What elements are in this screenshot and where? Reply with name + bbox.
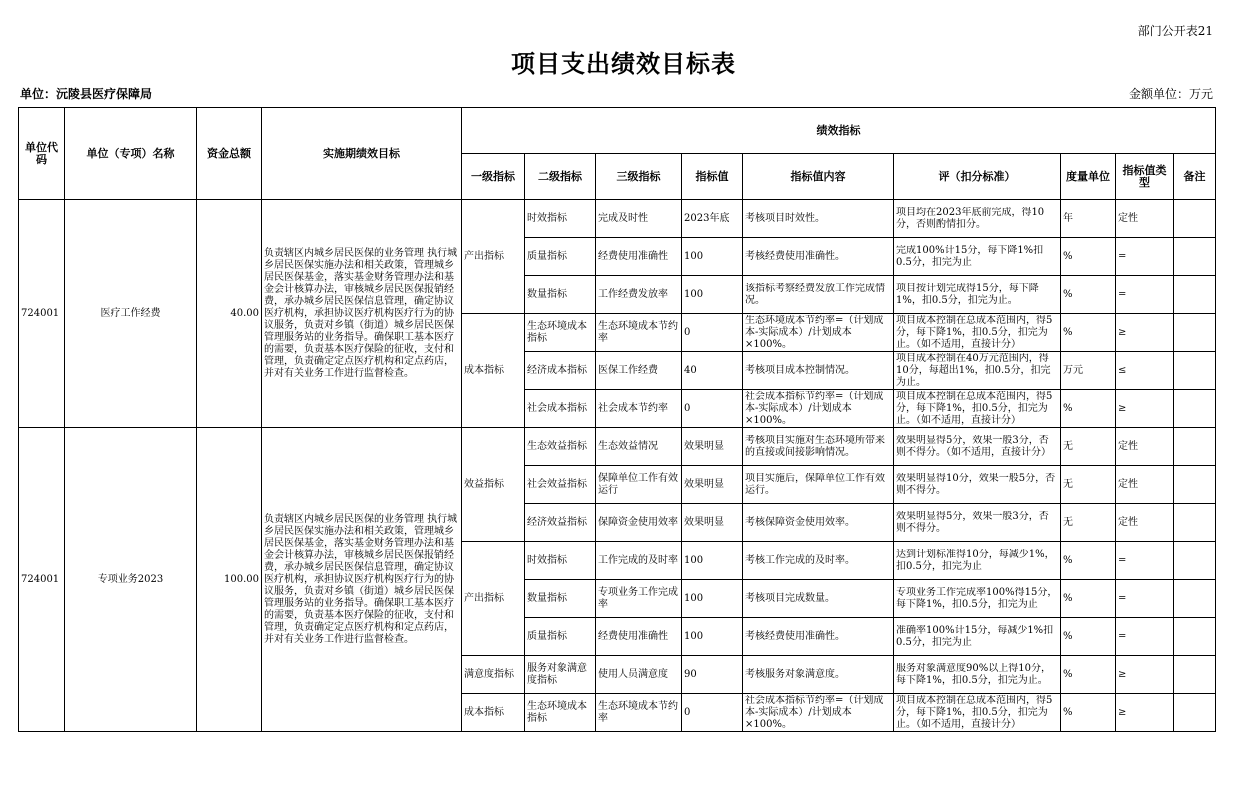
total-funds: 40.00 [197,200,262,428]
level2-indicator: 质量指标 [525,238,596,276]
level2-indicator: 生态环境成本指标 [525,314,596,352]
col-score: 评（扣分标准） [894,154,1061,200]
value-type: ≥ [1116,656,1174,694]
level1-indicator: 成本指标 [462,694,525,732]
value-type: = [1116,238,1174,276]
indicator-content: 考核工作完成的及时率。 [743,542,894,580]
value-type: ≥ [1116,314,1174,352]
indicator-content: 考核经费使用准确性。 [743,238,894,276]
value-type: = [1116,276,1174,314]
value-type: 定性 [1116,200,1174,238]
col-target: 实施期绩效目标 [262,108,462,200]
unit-name: 专项业务2023 [65,428,197,732]
level1-indicator: 产出指标 [462,542,525,656]
level2-indicator: 时效指标 [525,200,596,238]
remark [1174,238,1216,276]
indicator-content: 该指标考察经费发放工作完成情况。 [743,276,894,314]
measure-unit: % [1061,618,1116,656]
measure-unit: % [1061,580,1116,618]
col-unit-name: 单位（专项）名称 [65,108,197,200]
indicator-content: 生态环境成本节约率=（计划成本-实际成本）/计划成本×100%。 [743,314,894,352]
indicator-content: 考核项目完成数量。 [743,580,894,618]
measure-unit: 无 [1061,428,1116,466]
level3-indicator: 工作完成的及时率 [596,542,682,580]
score-standard: 专项业务工作完成率100%得15分，每下降1%，扣0.5分，扣完为止 [894,580,1061,618]
remark [1174,694,1216,732]
target-text: 负责辖区内城乡居民医保的业务管理 执行城乡居民医保实施办法和相关政策，管理城乡居民医保基金，落实基金财务管理办法和基金会计核算办法，审核城乡居民医保报销经费，承办城乡居民医保信息管理，确定协议医疗机构，承担协议医疗机构医疗行为的协议服务，负责对乡镇（街道）城乡居民医保管理服务站的业务指导。确保职工基本医疗的需要，负责基本医疗保险的征收，支付和管理，负责确定定点医疗机构和定点药店，并对有关业务工作进行监督检查。 [262,200,462,428]
remark [1174,390,1216,428]
level1-indicator: 效益指标 [462,428,525,542]
level2-indicator: 生态效益指标 [525,428,596,466]
unit-label: 单位：沅陵县医疗保障局 [20,87,153,101]
indicator-content: 考核项目成本控制情况。 [743,352,894,390]
total-funds: 100.00 [197,428,262,732]
level3-indicator: 医保工作经费 [596,352,682,390]
level2-indicator: 数量指标 [525,276,596,314]
header-row [19,108,1216,154]
level2-indicator: 生态环境成本指标 [525,694,596,732]
indicator-value: 100 [682,238,743,276]
score-standard: 达到计划标准得10分，每减少1%，扣0.5分，扣完为止 [894,542,1061,580]
level2-indicator: 经济效益指标 [525,504,596,542]
indicator-value: 效果明显 [682,466,743,504]
indicator-content: 考核保障资金使用效率。 [743,504,894,542]
level3-indicator: 经费使用准确性 [596,618,682,656]
indicator-value: 100 [682,542,743,580]
indicator-content: 社会成本指标节约率=（计划成本-实际成本）/计划成本×100%。 [743,694,894,732]
value-type: 定性 [1116,466,1174,504]
money-unit-label: 金额单位：万元 [1128,87,1213,101]
level2-indicator: 经济成本指标 [525,352,596,390]
level1-indicator: 满意度指标 [462,656,525,694]
level2-indicator: 时效指标 [525,542,596,580]
indicator-value: 效果明显 [682,428,743,466]
remark [1174,580,1216,618]
indicator-value: 100 [682,276,743,314]
measure-unit: % [1061,238,1116,276]
measure-unit: % [1061,656,1116,694]
indicator-value: 40 [682,352,743,390]
value-type: ≥ [1116,390,1174,428]
score-standard: 效果明显得5分，效果一般3分，否则不得分。 [894,504,1061,542]
measure-unit: % [1061,390,1116,428]
level2-indicator: 社会效益指标 [525,466,596,504]
value-type: 定性 [1116,428,1174,466]
indicator-value: 100 [682,580,743,618]
value-type: = [1116,542,1174,580]
remark [1174,314,1216,352]
value-type: ≤ [1116,352,1174,390]
measure-unit: 无 [1061,466,1116,504]
score-standard: 项目成本控制在40万元范围内，得10分，每超出1%，扣0.5分，扣完为止。 [894,352,1061,390]
measure-unit: 无 [1061,504,1116,542]
remark [1174,504,1216,542]
indicator-content: 社会成本指标节约率=（计划成本-实际成本）/计划成本×100%。 [743,390,894,428]
measure-unit: 万元 [1061,352,1116,390]
level3-indicator: 保障单位工作有效运行 [596,466,682,504]
level3-indicator: 生态环境成本节约率 [596,314,682,352]
col-level1: 一级指标 [462,154,525,200]
remark [1174,656,1216,694]
value-type: 定性 [1116,504,1174,542]
score-standard: 项目成本控制在总成本范围内，得5分，每下降1%，扣0.5分，扣完为止。（如不适用，直接计分） [894,314,1061,352]
col-content: 指标值内容 [743,154,894,200]
value-type: = [1116,618,1174,656]
level3-indicator: 保障资金使用效率 [596,504,682,542]
remark [1174,428,1216,466]
level2-indicator: 社会成本指标 [525,390,596,428]
level3-indicator: 专项业务工作完成率 [596,580,682,618]
level3-indicator: 经费使用准确性 [596,238,682,276]
unit-code: 724001 [19,200,65,428]
level3-indicator: 使用人员满意度 [596,656,682,694]
col-level2: 二级指标 [525,154,596,200]
remark [1174,200,1216,238]
indicator-content: 考核经费使用准确性。 [743,618,894,656]
indicator-value: 效果明显 [682,504,743,542]
table-row [19,200,1216,238]
indicator-content: 考核项目时效性。 [743,200,894,238]
score-standard: 效果明显得5分，效果一般3分，否则不得分。（如不适用，直接计分） [894,428,1061,466]
score-standard: 项目按计划完成得15分，每下降1%，扣0.5分，扣完为止。 [894,276,1061,314]
level2-indicator: 数量指标 [525,580,596,618]
col-total-funds: 资金总额 [197,108,262,200]
target-text: 负责辖区内城乡居民医保的业务管理 执行城乡居民医保实施办法和相关政策，管理城乡居民医保基金，落实基金财务管理办法和基金会计核算办法，审核城乡居民医保报销经费，承办城乡居民医保信息管理，确定协议医疗机构，承担协议医疗机构医疗行为的协议服务，负责对乡镇（街道）城乡居民医保管理服务站的业务指导。确保职工基本医疗的需要，负责基本医疗保险的征收，支付和管理，负责确定定点医疗机构和定点药店，并对有关业务工作进行监督检查。 [262,428,462,732]
score-standard: 完成100%计15分，每下降1%扣0.5分，扣完为止 [894,238,1061,276]
measure-unit: % [1061,694,1116,732]
remark [1174,352,1216,390]
col-perf-indicators: 绩效指标 [462,108,1216,154]
col-value-type: 指标值类型 [1116,154,1174,200]
level3-indicator: 生态效益情况 [596,428,682,466]
table-number: 部门公开表21 [1137,24,1213,38]
level3-indicator: 工作经费发放率 [596,276,682,314]
unit-code: 724001 [19,428,65,732]
col-level3: 三级指标 [596,154,682,200]
col-measure-unit: 度量单位 [1061,154,1116,200]
value-type: ≥ [1116,694,1174,732]
level2-indicator: 服务对象满意度指标 [525,656,596,694]
indicator-value: 100 [682,618,743,656]
score-standard: 项目均在2023年底前完成，得10分，否则酌情扣分。 [894,200,1061,238]
score-standard: 服务对象满意度90%以上得10分，每下降1%，扣0.5分，扣完为止。 [894,656,1061,694]
level3-indicator: 生态环境成本节约率 [596,694,682,732]
score-standard: 效果明显得10分，效果一般5分，否则不得分。 [894,466,1061,504]
indicator-value: 0 [682,390,743,428]
score-standard: 准确率100%计15分，每减少1%扣0.5分，扣完为止 [894,618,1061,656]
score-standard: 项目成本控制在总成本范围内，得5分，每下降1%，扣0.5分，扣完为止。（如不适用，直接计分） [894,694,1061,732]
col-unit-code: 单位代码 [19,108,65,200]
level3-indicator: 完成及时性 [596,200,682,238]
indicator-value: 2023年底 [682,200,743,238]
indicator-content: 考核服务对象满意度。 [743,656,894,694]
table-row [19,428,1216,466]
page-title: 项目支出绩效目标表 [511,49,736,78]
level1-indicator: 产出指标 [462,200,525,314]
col-remark: 备注 [1174,154,1216,200]
measure-unit: 年 [1061,200,1116,238]
indicator-value: 90 [682,656,743,694]
performance-table [18,107,1216,732]
remark [1174,276,1216,314]
remark [1174,466,1216,504]
remark [1174,618,1216,656]
unit-name: 医疗工作经费 [65,200,197,428]
level2-indicator: 质量指标 [525,618,596,656]
indicator-value: 0 [682,694,743,732]
value-type: = [1116,580,1174,618]
measure-unit: % [1061,314,1116,352]
level1-indicator: 成本指标 [462,314,525,428]
level3-indicator: 社会成本节约率 [596,390,682,428]
indicator-content: 项目实施后，保障单位工作有效运行。 [743,466,894,504]
indicator-content: 考核项目实施对生态环境所带来的直接或间接影响情况。 [743,428,894,466]
measure-unit: % [1061,542,1116,580]
score-standard: 项目成本控制在总成本范围内，得5分，每下降1%，扣0.5分，扣完为止。（如不适用，直接计分） [894,390,1061,428]
remark [1174,542,1216,580]
col-value: 指标值 [682,154,743,200]
indicator-value: 0 [682,314,743,352]
measure-unit: % [1061,276,1116,314]
